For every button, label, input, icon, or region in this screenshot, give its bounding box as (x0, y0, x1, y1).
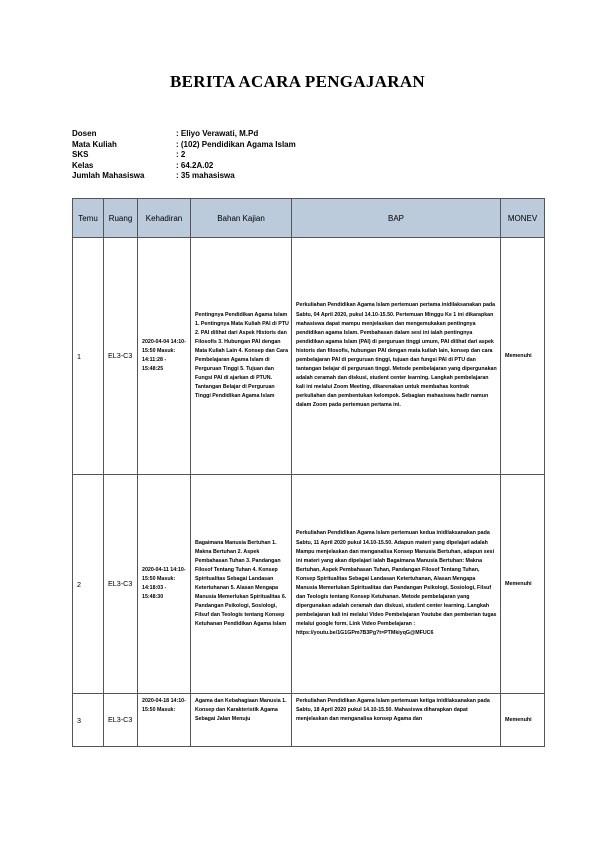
table-row (73, 238, 545, 475)
cell-bahan-kajian: Pentingnya Pendidikan Agama Islam 1. Pentingnya Mata Kuliah PAI di PTU 2. PAI dilihat dari Aspek Historis dan Filosofis 3. Hubungan PAI dengan Mata Kuliah Lain 4. Konsep dan Cara Pembelajaran Agama Islam di Perguruan Tinggi 5. Tujuan dan Fungsi PAI di ajarkan di PTUN. Tantangan Belajar di Perguruan Tinggi Pendidikan Agama Islam (191, 238, 292, 475)
cell-kehadiran: 2020-04-04 14:10-15:50 Masuk: 14:11:28 - 15:48:25 (138, 238, 191, 475)
document-title: BERITA ACARA PENGAJARAN (169, 72, 425, 91)
header-bap: BAP (292, 199, 501, 238)
header-temu: Temu (73, 199, 104, 238)
header-monev: MONEV (501, 199, 545, 238)
meta-value: : 64.2A.02 (176, 160, 214, 170)
table-row (73, 475, 545, 694)
cell-ruang: EL3-C3 (104, 238, 138, 475)
meta-value: : Eliyo Verawati, M.Pd (176, 129, 259, 138)
meta-value: : 2 (176, 150, 186, 160)
cell-monev: Memenuhi (501, 694, 545, 747)
cell-bahan-kajian: Agama dan Kebahagiaan Manusia 1. Konsep dan Karakteristik Agama Sebagai Jalan Menuju (191, 694, 292, 747)
course-info (72, 129, 436, 182)
cell-temu: 2 (73, 475, 104, 694)
header-ruang: Ruang (104, 199, 138, 238)
meta-label: Kelas (72, 160, 94, 170)
table-row (73, 694, 545, 747)
cell-monev: Memenuhi (501, 238, 545, 475)
cell-ruang: EL3-C3 (104, 475, 138, 694)
cell-temu: 1 (73, 238, 104, 475)
meta-row-kelas (72, 161, 436, 172)
meta-label: SKS (72, 150, 89, 160)
meta-row-sks (72, 150, 436, 161)
header-kehadiran: Kehadiran (138, 199, 191, 238)
meta-row-mata-kuliah (72, 140, 436, 151)
meta-value: : (102) Pendidikan Agama Islam (176, 139, 296, 149)
cell-bahan-kajian: Bagaimana Manusia Bertuhan 1. Makna Bertuhan 2. Aspek Pembahasan Tuhan 3. Pandangan Filosof Tentang Tuhan 4. Konsep Spiritualitas Sebagai Landasan Ketertuhanan 5. Alasan Mengapa Manusia Memerlukan Spiritualitas 6. Pandangan Psikologi, Sosiologi, Filsuf dan Teologis tentang Konsep Ketuhanan Pendidikan Agama Islam (191, 475, 292, 694)
header-bahan-kajian: Bahan Kajian (191, 199, 292, 238)
meta-label: Jumlah Mahasiswa (72, 171, 145, 181)
cell-ruang: EL3-C3 (104, 694, 138, 747)
meta-row-dosen (72, 129, 436, 140)
cell-bap: Perkuliahan Pendidikan Agama Islam pertemuan kedua inidilaksanakan pada Sabtu, 11 April 2020 pukul 14.10-15.50. Adapun materi yang dipelajari adalah Mampu menjelaskan dan menganalisa Konsep Manusia Bertuhan, adapun sesi ini materi yang akan dipelajari ialah Bagaimana Manusia Bertuhan: Makna Bertuhan, Aspek Pembahasan Tuhan, Pandangan Filosof Tentang Tuhan, Konsep Spiritualitas Sebagai Landasan Ketertuhanan, Alasan Mengapa Manusia Memerlukan Spiritualitas dan Pandangan Psikologi, Sosiologi, Filsuf dan Teologis tentang Konsep Ketuhanan. Metode pembelajaran yang dipergunakan adalah ceramah dan diskusi, student center learning. Langkah pembelajaran kali ini melalui Video Pembelajaran Youtube dan pemberian tugas melalui google form. Link Video Pembelajaran : https://youtu.be/1G1GPm7B3Pg?t=PTMkiyqG@MFUC6 (292, 475, 501, 694)
meta-row-jumlah-mahasiswa (72, 171, 436, 182)
meta-label: Dosen (72, 129, 97, 138)
cell-kehadiran: 2020-04-18 14:10-15:50 Masuk: (138, 694, 191, 747)
cell-bap: Perkuliahan Pendidikan Agama Islam pertemuan ketiga inidilaksanakan pada Sabtu, 18 April 2020 pukul 14.10-15.50. Mahasiswa diharapkan dapat menjelaskan dan menganalisa konsep Agama dan (292, 694, 501, 747)
table-header-row (73, 199, 545, 238)
meta-value: : 35 mahasiswa (176, 171, 235, 181)
cell-monev: Memenuhi (501, 475, 545, 694)
cell-bap: Perkuliahan Pendidikan Agama Islam pertemuan pertama inidilaksanakan pada Sabtu, 04 April 2020, pukul 14.10-15.50. Pertemuan Minggu Ke 1 ini dikarapkan mahasiswa dapat mampu menjelaskan dan mengemukakan pentingnya pendidikan agama Islam. Pembahasan dalam sesi ini ialah pentingnya pendidikan agama Islam (PAI) di perguruan tinggi umum, PAI dilihat dari aspek historis dan filosofis, hubungan PAI dengan mata kuliah lain, konsep dan cara pembelajaran PAI di perguruan tinggi, tujuan dan fungsi PAI di PTU dan tantangan belajar di perguruan tinggi. Metode pembelajaran yang dipergunakan adalah ceramah dan diskusi, student center learning. Langkah pembelajaran kali ini melalui Zoom Meeting, dikarenakan untuk membahas kontrak perkuliahan dan pembentukan kelompok. Sebagian mahasiswa hadir namun dalam Zoom pada pertemuan pertama ini. (292, 238, 501, 475)
cell-kehadiran: 2020-04-11 14:10-15:50 Masuk: 14:18:03 - 15:48:30 (138, 475, 191, 694)
cell-temu: 3 (73, 694, 104, 747)
bap-table (72, 198, 545, 747)
meta-label: Mata Kuliah (72, 139, 117, 149)
